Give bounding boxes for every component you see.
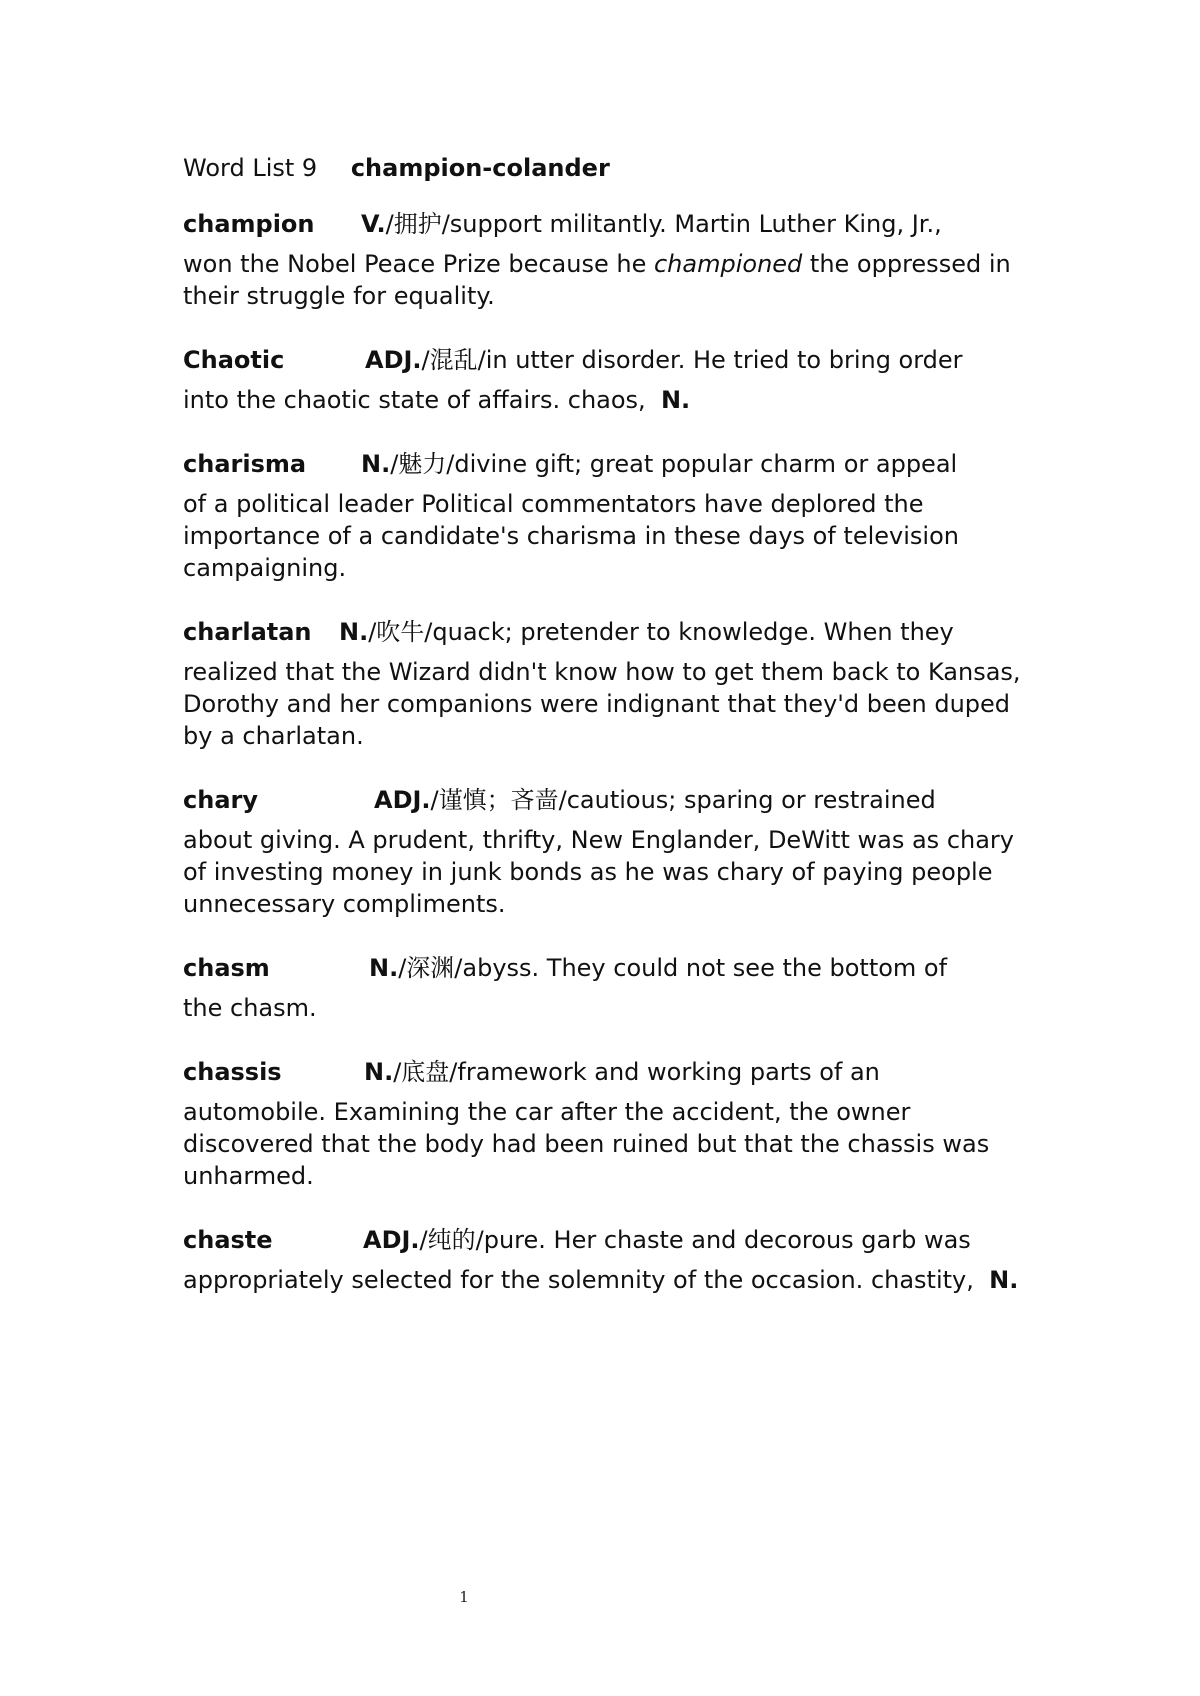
entry-example xyxy=(183,1264,1043,1296)
entry-definition-start: /底盘/framework and working parts of an xyxy=(393,1058,880,1086)
entry-pos: ADJ. xyxy=(365,346,422,374)
entry-head xyxy=(183,1052,1043,1092)
entry-example: about giving. A prudent, thrifty, New Englander, DeWitt was as chary of investing money in junk bonds as he was chary of paying people unnecessary compliments. xyxy=(183,826,1014,918)
entry-chaste xyxy=(183,1220,1043,1296)
entry-pos: N. xyxy=(361,450,391,478)
entry-pos: V. xyxy=(361,210,386,238)
page-number-text: 1 xyxy=(459,1588,469,1606)
word-list-range: champion-colander xyxy=(350,154,610,182)
entry-example-text: won the Nobel Peace Prize because he xyxy=(183,250,654,278)
entry-word: chary xyxy=(183,786,258,814)
entry-word: chaste xyxy=(183,1226,273,1254)
entry-chaotic xyxy=(183,340,1043,416)
entry-charisma xyxy=(183,444,1043,584)
entry-example xyxy=(183,248,1043,312)
entry-head xyxy=(183,612,1043,652)
entry-word: charlatan xyxy=(183,618,312,646)
entry-example xyxy=(183,384,1043,416)
entry-head xyxy=(183,948,1043,988)
entry-definition-start: /吹牛/quack; pretender to knowledge. When they xyxy=(368,618,954,646)
entry-chassis xyxy=(183,1052,1043,1192)
word-list-label: Word List 9 xyxy=(183,154,318,182)
entry-pos: ADJ. xyxy=(374,786,431,814)
entry-word: champion xyxy=(183,210,315,238)
entry-example-text: appropriately selected for the solemnity of the occasion. chastity, xyxy=(183,1266,974,1294)
entry-definition-start: /谨慎；吝啬/cautious; sparing or restrained xyxy=(430,786,936,814)
entry-definition-start: /深渊/abyss. They could not see the bottom of xyxy=(398,954,948,982)
entry-definition-start: /拥护/support militantly. Martin Luther King, Jr., xyxy=(385,210,942,238)
word-list-title xyxy=(183,148,1043,188)
entry-charlatan xyxy=(183,612,1043,752)
entry-pos: N. xyxy=(364,1058,394,1086)
entry-pos: N. xyxy=(339,618,369,646)
entry-word: charisma xyxy=(183,450,307,478)
entry-example-text: into the chaotic state of affairs. chaos, xyxy=(183,386,646,414)
entry-definition-start: /纯的/pure. Her chaste and decorous garb was xyxy=(419,1226,971,1254)
entry-champion xyxy=(183,204,1043,312)
entry-chasm xyxy=(183,948,1043,1024)
page-number xyxy=(0,1588,1200,1606)
entry-word: chasm xyxy=(183,954,270,982)
entry-example-emphasis: championed xyxy=(653,250,803,278)
entry-pos: N. xyxy=(369,954,399,982)
entry-derived-pos: N. xyxy=(989,1266,1019,1294)
entry-chary xyxy=(183,780,1043,920)
entry-definition-start: /混乱/in utter disorder. He tried to bring order xyxy=(421,346,963,374)
entry-word: Chaotic xyxy=(183,346,285,374)
entry-example-text-end: the oppressed in their struggle for equality. xyxy=(183,250,1011,310)
entry-derived-pos: N. xyxy=(660,386,691,414)
entry-head xyxy=(183,340,1043,380)
entry-example: realized that the Wizard didn't know how to get them back to Kansas, Dorothy and her companions were indignant that they'd been duped by a charlatan. xyxy=(183,658,1021,750)
entry-head xyxy=(183,1220,1043,1260)
entry-word: chassis xyxy=(183,1058,282,1086)
entry-pos: ADJ. xyxy=(363,1226,420,1254)
document-body xyxy=(183,148,1043,1324)
entry-example: the chasm. xyxy=(183,994,317,1022)
entry-definition-start: /魅力/divine gift; great popular charm or appeal xyxy=(390,450,958,478)
entry-head xyxy=(183,780,1043,820)
entry-example: of a political leader Political commentators have deplored the importance of a candidate's charisma in these days of television campaigning. xyxy=(183,490,959,582)
entry-head xyxy=(183,444,1043,484)
entry-example: automobile. Examining the car after the accident, the owner discovered that the body had been ruined but that the chassis was unharmed. xyxy=(183,1098,990,1190)
entry-head xyxy=(183,204,1043,244)
